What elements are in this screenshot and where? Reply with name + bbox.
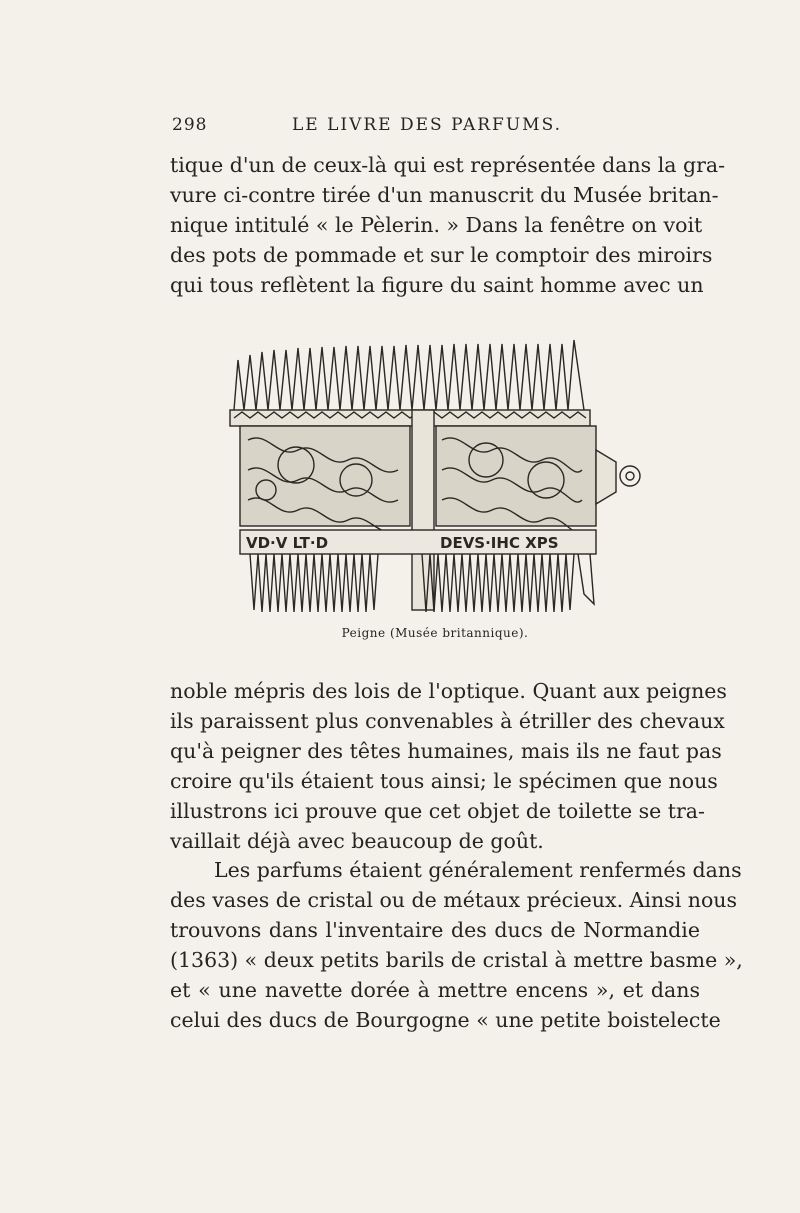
text-line: Les parfums étaient généralement renfermés dans — [214, 858, 742, 882]
comb-illustration — [226, 330, 646, 615]
paragraph-3 — [170, 855, 743, 1035]
text-line: noble mépris des lois de l'optique. Quant aux peignes — [170, 679, 727, 703]
text-line: nique intitulé « le Pèlerin. » Dans la fenêtre on voit — [170, 213, 703, 237]
text-line: et « une navette dorée à mettre encens », et dans — [170, 978, 700, 1002]
text-line: qui tous reflètent la figure du saint homme avec un — [170, 273, 704, 297]
text-line: ils paraissent plus convenables à étriller des chevaux — [170, 709, 725, 733]
running-title: LE LIVRE DES PARFUMS. — [292, 115, 563, 135]
text-line: croire qu'ils étaient tous ainsi; le spécimen que nous — [170, 769, 718, 793]
inscription-right: DEVS·IHC XPS — [440, 534, 559, 552]
inscription-left: VD·V LT·D — [246, 534, 329, 552]
text-line: vure ci-contre tirée d'un manuscrit du Musée britan- — [170, 183, 719, 207]
text-line: qu'à peigner des têtes humaines, mais ils ne faut pas — [170, 739, 722, 763]
text-line: trouvons dans l'inventaire des ducs de Normandie — [170, 918, 700, 942]
text-line: tique d'un de ceux-là qui est représentée dans la gra- — [170, 153, 726, 177]
paragraph-1 — [170, 150, 726, 300]
text-line: vaillait déjà avec beaucoup de goût. — [170, 829, 544, 853]
upper-teeth — [234, 340, 584, 410]
page-number: 298 — [172, 115, 208, 135]
page-header — [172, 115, 700, 141]
comb-engraving — [226, 330, 646, 615]
text-line: (1363) « deux petits barils de cristal à mettre basme », — [170, 948, 743, 972]
text-line: illustrons ici prouve que cet objet de toilette se tra- — [170, 799, 705, 823]
paragraph-2 — [170, 676, 727, 856]
figure-caption: Peigne (Musée britannique). — [341, 626, 529, 640]
text-line: celui des ducs de Bourgogne « une petite boistelecte — [170, 1008, 721, 1032]
text-line: des vases de cristal ou de métaux précieux. Ainsi nous — [170, 888, 738, 912]
text-line: des pots de pommade et sur le comptoir des miroirs — [170, 243, 713, 267]
